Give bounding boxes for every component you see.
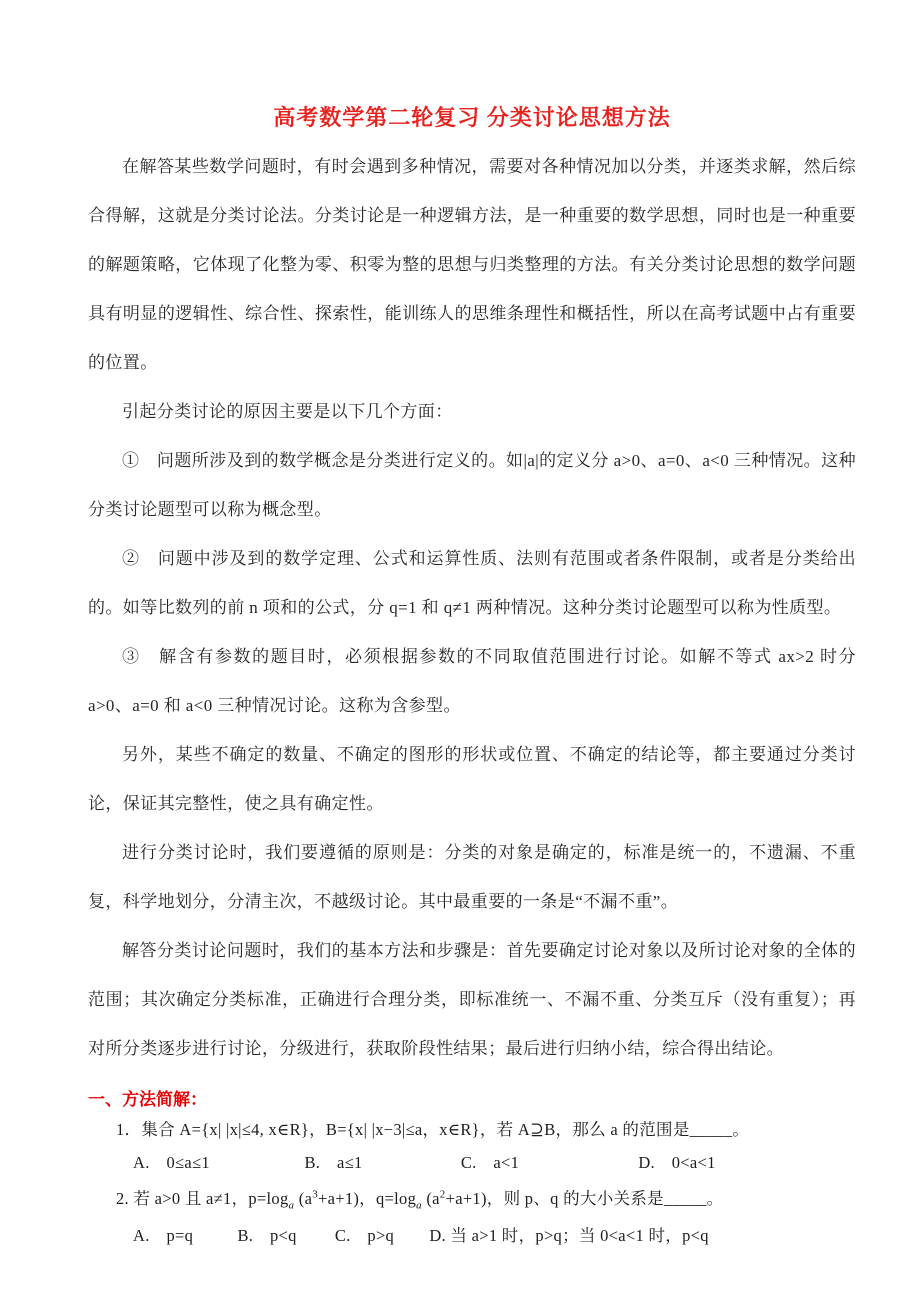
paragraph-reasons-lead: 引起分类讨论的原因主要是以下几个方面： [122, 402, 453, 421]
body-text [88, 142, 856, 1073]
problem-2-options [88, 1219, 856, 1252]
problem-1-option-c: C. a<1 [460, 1153, 520, 1172]
problem-2-option-a: A. p=q [133, 1226, 194, 1245]
problem-2-text-e: +a+1)，则 p、q 的大小关系是_____。 [445, 1189, 724, 1208]
problem-1-options [88, 1146, 856, 1179]
problem-2-text-d: (a [421, 1189, 440, 1208]
exponent-3: 3 [312, 1188, 318, 1201]
problems-section [88, 1113, 856, 1252]
problem-1-statement [88, 1113, 856, 1146]
paragraph-other-cases: 另外，某些不确定的数量、不确定的图形的形状或位置、不确定的结论等，都主要通过分类讨论，保证其完整性，使之具有确定性。 [88, 745, 856, 813]
paragraph-principles: 进行分类讨论时，我们要遵循的原则是：分类的对象是确定的，标准是统一的，不遗漏、不重复，科学地划分，分清主次，不越级讨论。其中最重要的一条是“不漏不重”。 [88, 843, 856, 911]
problem-2-statement [88, 1179, 856, 1219]
exponent-2: 2 [439, 1188, 446, 1201]
paragraph-reason-1: ① 问题所涉及到的数学概念是分类进行定义的。如|a|的定义分 a>0、a=0、a<0 三种情况。这种分类讨论题型可以称为概念型。 [88, 451, 856, 519]
problem-2-option-c: C. p>q [334, 1226, 395, 1245]
problem-2-text-a: 2. 若 a>0 且 a≠1，p=log [116, 1189, 289, 1208]
problem-2-option-b: B. p<q [237, 1226, 297, 1245]
paragraph-reason-3: ③ 解含有参数的题目时，必须根据参数的不同取值范围进行讨论。如解不等式 ax>2 时分 a>0、a=0 和 a<0 三种情况讨论。这称为含参型。 [88, 647, 856, 715]
problem-1-text: 1．集合 A={x| |x|≤4, x∈R}，B={x| |x−3|≤a，x∈R}，若 A⊇B，那么 a 的范围是_____。 [116, 1120, 750, 1139]
problem-1-option-d: D. 0<a<1 [638, 1153, 716, 1172]
page-title: 高考数学第二轮复习 分类讨论思想方法 [273, 105, 671, 130]
problem-2-text-b: (a [294, 1189, 313, 1208]
log-base-subscript-1: a [288, 1199, 295, 1212]
paragraph-reason-2: ② 问题中涉及到的数学定理、公式和运算性质、法则有范围或者条件限制，或者是分类给出的。如等比数列的前 n 项和的公式，分 q=1 和 q≠1 两种情况。这种分类讨论题型可以称为性质型。 [88, 549, 856, 617]
log-base-subscript-2: a [416, 1199, 422, 1212]
problem-1-option-a: A. 0≤a≤1 [133, 1153, 210, 1172]
paragraph-steps: 解答分类讨论问题时，我们的基本方法和步骤是：首先要确定讨论对象以及所讨论对象的全体的范围；其次确定分类标准，正确进行合理分类，即标准统一、不漏不重、分类互斥（没有重复）；再对所分类逐步进行讨论，分级进行，获取阶段性结果；最后进行归纳小结，综合得出结论。 [88, 941, 856, 1058]
problem-2-text-c: +a+1)，q=log [318, 1189, 417, 1208]
problem-1-option-b: B. a≤1 [304, 1153, 363, 1172]
problem-2-option-d: D. 当 a>1 时，p>q；当 0<a<1 时，p<q [429, 1226, 709, 1245]
paragraph-intro: 在解答某些数学问题时，有时会遇到多种情况，需要对各种情况加以分类，并逐类求解，然后综合得解，这就是分类讨论法。分类讨论是一种逻辑方法，是一种重要的数学思想，同时也是一种重要的解题策略，它体现了化整为零、积零为整的思想与归类整理的方法。有关分类讨论思想的数学问题具有明显的逻辑性、综合性、探索性，能训练人的思维条理性和概括性，所以在高考试题中占有重要的位置。 [88, 157, 856, 372]
section-heading-method: 一、方法简解： [88, 1090, 207, 1109]
